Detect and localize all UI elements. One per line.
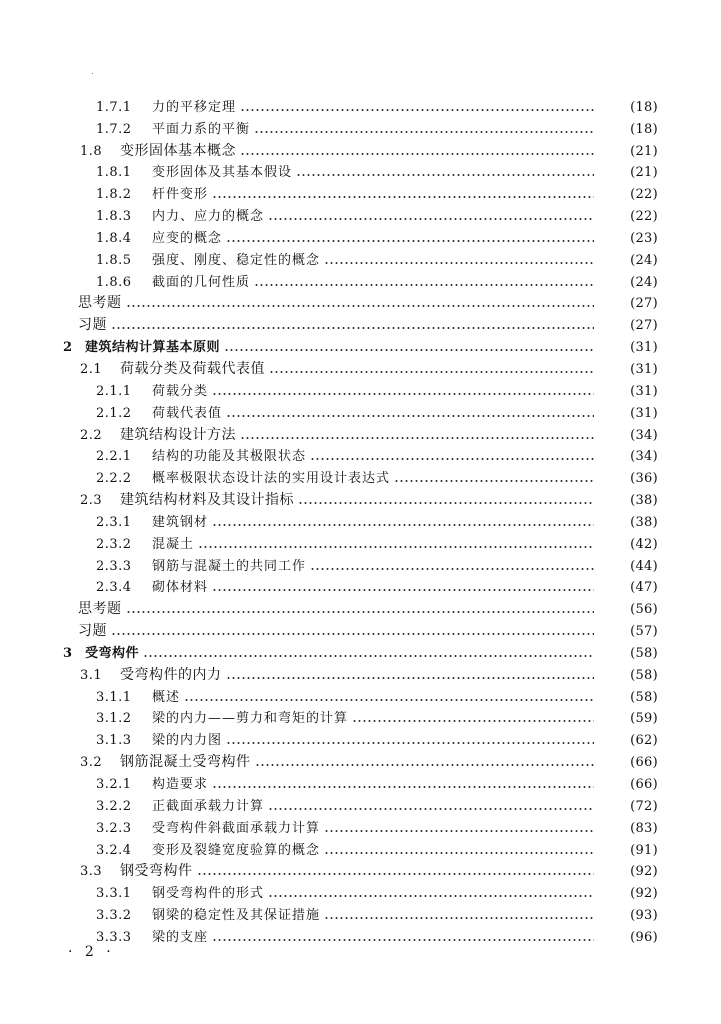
- toc-entry-number: 1.8.5: [96, 252, 132, 268]
- toc-entry-page: (31): [630, 340, 658, 356]
- toc-entry: [0, 682, 721, 704]
- toc-entry-title: 梁的支座: [152, 929, 209, 945]
- toc-entry-number: 2.3.4: [96, 580, 132, 596]
- toc-entry-page: (18): [630, 99, 658, 115]
- toc-entry-page: (58): [630, 645, 658, 661]
- toc-entry-page: (58): [630, 689, 658, 705]
- toc-entry-title: 构造要求: [152, 777, 209, 792]
- toc-entry-page: (58): [630, 667, 658, 683]
- toc-entry: [0, 223, 721, 245]
- toc-entry-number: 3.1.1: [96, 689, 132, 705]
- toc-entry: [0, 725, 721, 747]
- toc-entry-page: (31): [630, 405, 658, 421]
- toc-entry-title: 钢筋与混凝土的共同工作: [152, 558, 307, 574]
- toc-entry: [0, 267, 721, 289]
- toc-entry-title: 建筑结构材料及其设计指标: [120, 492, 294, 509]
- toc-entry-title: 受弯构件: [85, 645, 140, 661]
- toc-entry-title: 变形及裂缝宽度验算的概念: [152, 842, 321, 858]
- toc-entry-page: (18): [630, 121, 658, 137]
- toc-entry-number: 3.2: [80, 755, 103, 771]
- toc-entry-page: (24): [630, 252, 658, 268]
- toc-entry-number: 2.1: [80, 361, 103, 377]
- toc-entry: [0, 769, 721, 791]
- toc-entry-page: (24): [630, 274, 658, 290]
- toc-entry-title: 强度、刚度、稳定性的概念: [152, 252, 321, 268]
- toc-entry-title: 建筑结构设计方法: [120, 426, 236, 443]
- toc-entry-number: 3.2.2: [96, 798, 132, 814]
- dot-leader: [226, 240, 594, 242]
- toc-entry-number: 2.1.2: [96, 405, 132, 421]
- dot-leader: [240, 153, 594, 155]
- toc-entry: [0, 354, 721, 376]
- toc-entry-page: (31): [630, 383, 658, 399]
- toc-entry: [0, 616, 721, 638]
- dot-leader: [324, 852, 594, 854]
- toc-entry-page: (31): [630, 361, 658, 377]
- toc-entry-page: (83): [630, 820, 658, 836]
- toc-entry-title: 荷载分类及荷载代表值: [120, 360, 265, 377]
- toc-entry-number: 3.2.1: [96, 777, 132, 792]
- toc-entry-page: (62): [630, 733, 658, 749]
- toc-entry-number: 1.8: [80, 143, 103, 159]
- toc-entry-number: 2.1.1: [96, 383, 132, 399]
- toc-entry-number: 3.2.4: [96, 842, 132, 858]
- dot-leader: [324, 262, 594, 264]
- toc-entry-number: 2: [63, 340, 73, 356]
- toc-entry-title: 荷载分类: [152, 383, 209, 399]
- toc-entry-title: 概率极限状态设计法的实用设计表达式: [152, 471, 391, 487]
- dot-leader: [240, 109, 594, 111]
- dot-leader: [212, 393, 594, 395]
- dot-leader: [268, 895, 594, 897]
- toc-entry: [0, 922, 721, 944]
- dot-leader: [198, 546, 594, 548]
- toc-entry-title: 建筑钢材: [152, 514, 209, 530]
- toc-entry-number: 2.2.2: [96, 471, 132, 487]
- dot-leader: [126, 611, 595, 613]
- toc-entry-page: (27): [630, 318, 658, 334]
- toc-entry: [0, 791, 721, 813]
- toc-entry-title: 思考题: [78, 295, 122, 312]
- dot-leader: [269, 371, 594, 373]
- toc-entry-page: (21): [630, 165, 658, 181]
- toc-entry-title: 习题: [78, 623, 107, 640]
- dot-leader: [254, 284, 594, 286]
- toc-entry: [0, 638, 721, 660]
- toc-entry: [0, 463, 721, 485]
- toc-entry: [0, 900, 721, 922]
- dot-leader: [212, 589, 594, 591]
- toc-entry: [0, 835, 721, 857]
- toc-entry: [0, 551, 721, 573]
- toc-entry: [0, 747, 721, 769]
- toc-entry-page: (34): [630, 427, 658, 443]
- toc-entry-title: 钢梁的稳定性及其保证措施: [152, 908, 321, 924]
- toc-entry-page: (42): [630, 536, 658, 552]
- toc-entry: [0, 704, 721, 726]
- dot-leader: [212, 196, 594, 198]
- toc-entry-page: (59): [630, 711, 658, 727]
- toc-entry-page: (57): [630, 624, 658, 640]
- toc-entry-title: 力的平移定理: [152, 99, 237, 115]
- dot-leader: [224, 349, 594, 351]
- toc-entry-title: 荷载代表值: [152, 405, 223, 421]
- toc-entry-page: (66): [630, 755, 658, 771]
- toc-entry-title: 习题: [78, 317, 107, 334]
- toc-entry-number: 3: [63, 645, 73, 661]
- toc-entry: [0, 289, 721, 311]
- toc-entry-title: 建筑结构计算基本原则: [85, 340, 221, 356]
- toc-entry-number: 1.8.2: [96, 187, 132, 203]
- toc-entry-page: (93): [630, 908, 658, 924]
- toc-entry-page: (34): [630, 449, 658, 465]
- toc-entry-title: 平面力系的平衡: [152, 121, 251, 137]
- toc-entry-title: 受弯构件斜截面承载力计算: [152, 820, 321, 836]
- toc-entry: [0, 136, 721, 158]
- toc-entry-number: 3.1: [80, 667, 103, 683]
- toc-entry: [0, 442, 721, 464]
- toc-entry-number: 3.2.3: [96, 820, 132, 836]
- toc-entry: [0, 179, 721, 201]
- toc-entry-number: 2.3.3: [96, 558, 132, 574]
- toc-entry-title: 截面的几何性质: [152, 274, 251, 290]
- toc-entry-page: (72): [630, 798, 658, 814]
- toc-entry: [0, 485, 721, 507]
- toc-entry: [0, 878, 721, 900]
- toc-entry-title: 结构的功能及其极限状态: [152, 449, 307, 465]
- toc-entry-number: 1.8.4: [96, 230, 132, 246]
- dot-leader: [184, 699, 594, 701]
- dot-leader: [212, 786, 594, 788]
- dot-leader: [394, 480, 594, 482]
- toc-entry-title: 混凝土: [152, 536, 195, 552]
- toc-entry-number: 2.3.2: [96, 536, 132, 552]
- toc-entry: [0, 158, 721, 180]
- dot-leader: [296, 174, 594, 176]
- toc-entry-page: (36): [630, 471, 658, 487]
- toc-entry-number: 1.8.3: [96, 209, 132, 225]
- toc-entry-title: 正截面承载力计算: [152, 798, 265, 814]
- toc-entry: [0, 114, 721, 136]
- toc-entry: [0, 310, 721, 332]
- toc-entry-page: (21): [630, 143, 658, 159]
- dot-leader: [254, 131, 594, 133]
- toc-entry: [0, 376, 721, 398]
- toc-entry: [0, 660, 721, 682]
- dot-leader: [352, 720, 594, 722]
- toc-entry-page: (44): [630, 558, 658, 574]
- toc-entry: [0, 92, 721, 114]
- toc-entry-number: 1.8.6: [96, 274, 132, 290]
- toc-entry: [0, 245, 721, 267]
- dot-leader: [226, 415, 594, 417]
- dot-leader: [212, 939, 594, 941]
- dot-leader: [310, 568, 594, 570]
- dot-leader: [143, 655, 594, 657]
- toc-entry-title: 砌体材料: [152, 580, 209, 596]
- toc-entry-number: 3.3: [80, 864, 103, 880]
- toc-entry-title: 变形固体及其基本假设: [152, 165, 293, 181]
- toc-entry-number: 2.3.1: [96, 514, 132, 530]
- toc-entry-page: (96): [630, 929, 658, 945]
- toc-entry: [0, 332, 721, 354]
- toc-entry-title: 变形固体基本概念: [120, 142, 236, 159]
- toc-entry-number: 3.3.1: [96, 886, 132, 902]
- toc-entry-title: 钢受弯构件的形式: [152, 886, 265, 902]
- toc-entry-number: 3.1.2: [96, 711, 132, 727]
- dot-leader: [268, 218, 594, 220]
- toc-entry-page: (22): [630, 187, 658, 203]
- dot-leader: [268, 808, 594, 810]
- toc-entry-page: (38): [630, 493, 658, 509]
- toc-entry-title: 受弯构件的内力: [120, 666, 222, 683]
- page-number-footer: · 2 ·: [68, 944, 115, 960]
- toc-entry-number: 2.3: [80, 493, 103, 509]
- dot-leader: [212, 524, 594, 526]
- toc-entry: [0, 507, 721, 529]
- toc-entry-number: 2.2.1: [96, 449, 132, 465]
- scan-speck: [92, 73, 93, 74]
- toc-entry-number: 3.3.2: [96, 908, 132, 924]
- dot-leader: [111, 633, 594, 635]
- dot-leader: [111, 327, 594, 329]
- toc-entry-title: 应变的概念: [152, 230, 223, 246]
- toc-entry-number: 3.3.3: [96, 929, 132, 945]
- toc-entry-title: 杆件变形: [152, 187, 209, 203]
- dot-leader: [255, 764, 595, 766]
- toc-entry-title: 内力、应力的概念: [152, 209, 265, 225]
- toc-entry-page: (27): [630, 296, 658, 312]
- dot-leader: [240, 437, 594, 439]
- dot-leader: [126, 305, 595, 307]
- dot-leader: [226, 677, 595, 679]
- toc-entry-number: 1.8.1: [96, 165, 132, 181]
- dot-leader: [324, 917, 594, 919]
- toc-entry: [0, 813, 721, 835]
- dot-leader: [298, 502, 594, 504]
- toc-entry-number: 1.7.1: [96, 99, 132, 115]
- toc-entry-page: (66): [630, 777, 658, 792]
- toc-entry-page: (23): [630, 230, 658, 246]
- toc-entry-number: 1.7.2: [96, 121, 132, 137]
- toc-entry: [0, 201, 721, 223]
- toc-entry: [0, 529, 721, 551]
- toc-entry-page: (92): [630, 886, 658, 902]
- dot-leader: [197, 873, 595, 875]
- toc-entry: [0, 573, 721, 595]
- toc-entry-title: 梁的内力——剪力和弯矩的计算: [152, 711, 349, 727]
- dot-leader: [226, 742, 594, 744]
- toc-entry-title: 思考题: [78, 601, 122, 618]
- toc-entry-title: 钢筋混凝土受弯构件: [120, 754, 251, 771]
- toc-entry-title: 钢受弯构件: [120, 863, 193, 880]
- toc-entry: [0, 594, 721, 616]
- dot-leader: [324, 830, 594, 832]
- toc-entry-page: (56): [630, 602, 658, 618]
- toc-entry: [0, 398, 721, 420]
- toc-entry: [0, 857, 721, 879]
- toc-entry-number: 3.1.3: [96, 733, 132, 749]
- table-of-contents: [0, 92, 721, 944]
- toc-entry-title: 概述: [152, 689, 181, 705]
- toc-entry-page: (91): [630, 842, 658, 858]
- toc-entry: [0, 420, 721, 442]
- dot-leader: [310, 458, 594, 460]
- toc-entry-page: (47): [630, 580, 658, 596]
- toc-entry-page: (92): [630, 864, 658, 880]
- toc-entry-page: (38): [630, 514, 658, 530]
- toc-entry-page: (22): [630, 209, 658, 225]
- toc-entry-title: 梁的内力图: [152, 733, 223, 749]
- toc-entry-number: 2.2: [80, 427, 103, 443]
